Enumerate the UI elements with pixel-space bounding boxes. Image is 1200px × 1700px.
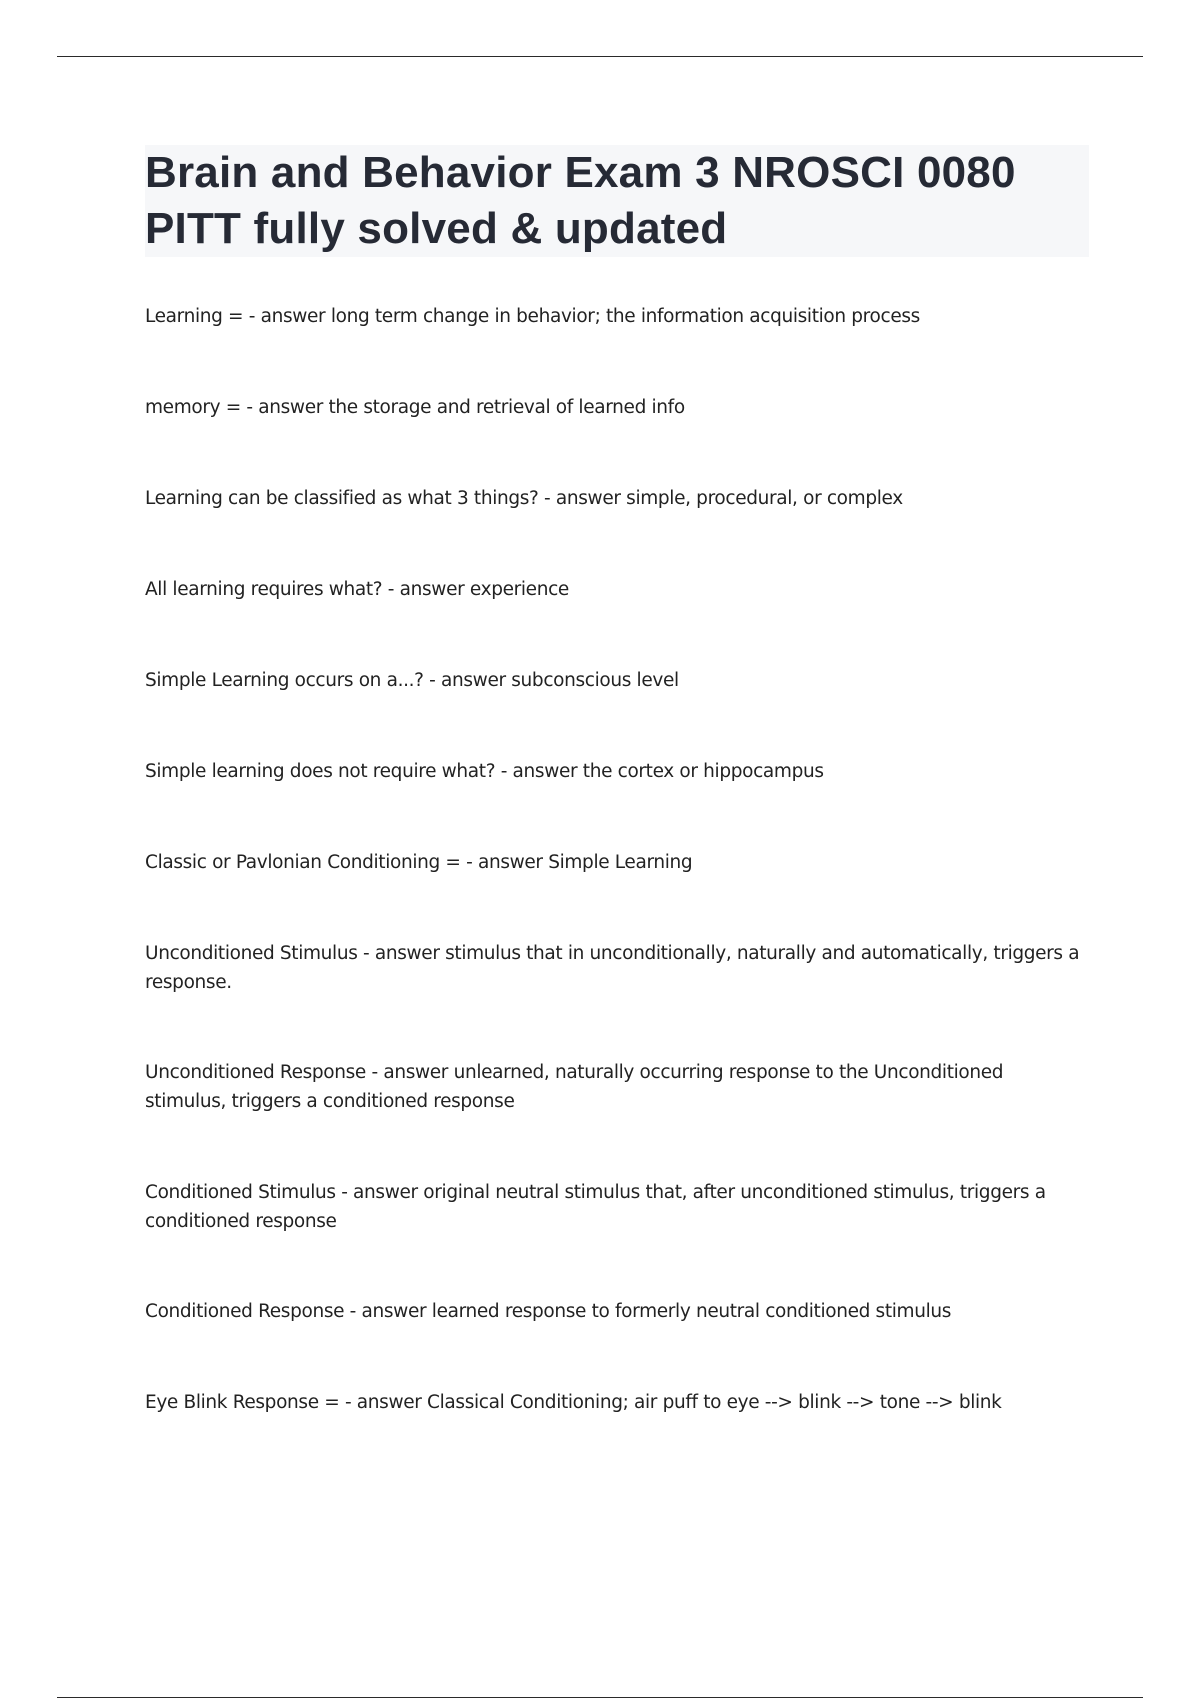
qa-item: Learning = - answer long term change in behavior; the information acquisition process [145,306,920,327]
title-banner [145,145,1089,257]
qa-item: Learning can be classified as what 3 things? - answer simple, procedural, or complex [145,488,903,509]
qa-item: Eye Blink Response = - answer Classical Conditioning; air puff to eye --> blink --> tone --> blink [145,1392,1002,1413]
bottom-divider [57,1697,1143,1698]
qa-item: Unconditioned Stimulus - answer stimulus that in unconditionally, naturally and automatically, triggers a response. [145,943,1080,993]
document-title: Brain and Behavior Exam 3 NROSCI 0080 PITT fully solved & updated [145,148,1016,253]
qa-item: Unconditioned Response - answer unlearned, naturally occurring response to the Unconditioned stimulus, triggers a conditioned response [145,1062,1004,1112]
qa-item: Conditioned Response - answer learned response to formerly neutral conditioned stimulus [145,1301,952,1322]
qa-item: All learning requires what? - answer experience [145,579,569,600]
qa-item: Simple learning does not require what? - answer the cortex or hippocampus [145,761,824,782]
qa-item: Conditioned Stimulus - answer original neutral stimulus that, after unconditioned stimulus, triggers a conditioned response [145,1182,1046,1232]
qa-item: memory = - answer the storage and retrieval of learned info [145,397,685,418]
top-divider [57,56,1143,57]
qa-item: Simple Learning occurs on a...? - answer subconscious level [145,670,679,691]
qa-item: Classic or Pavlonian Conditioning = - answer Simple Learning [145,852,693,873]
